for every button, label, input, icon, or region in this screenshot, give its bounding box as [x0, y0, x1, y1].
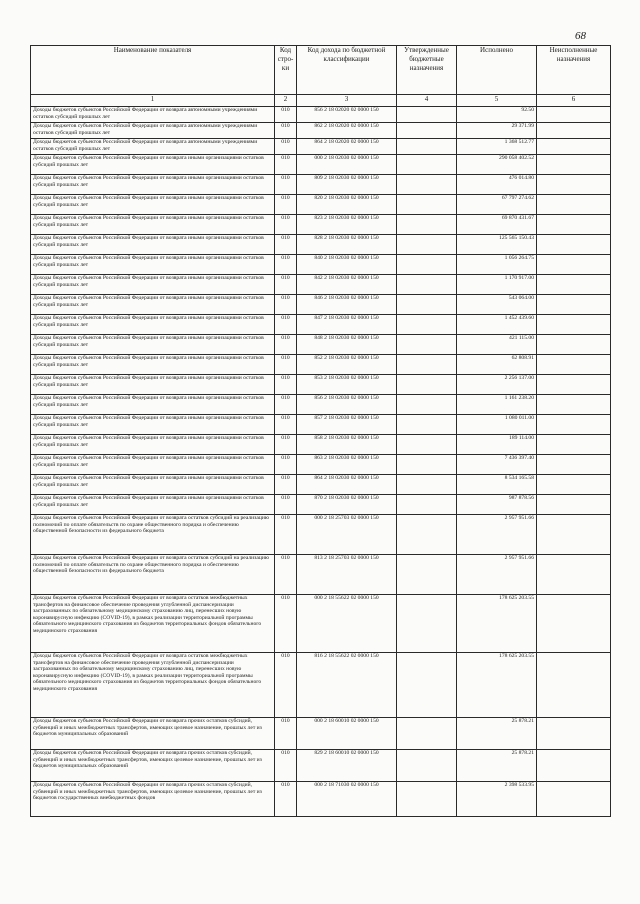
row-name-cell: Доходы бюджетов субъектов Российской Федерации от возврата остатков субсидий на реализацию полномочий по оплате обязательств по охране общественного порядка и обеспечению общественной безопасности из федерального бюджета [31, 515, 275, 555]
unexecuted-cell [537, 275, 611, 295]
row-name-cell: Доходы бюджетов субъектов Российской Федерации от возврата иными организациями остатков субсидий прошлых лет [31, 455, 275, 475]
row-name-cell: Доходы бюджетов субъектов Российской Федерации от возврата прочих остатков субсидий, субвенций и иных межбюджетных трансфертов, имеющих целевое назначение, прошлых лет из бюджетов муниципальных образований [31, 718, 275, 750]
table-row [31, 195, 611, 215]
unexecuted-cell [537, 139, 611, 155]
row-name-cell: Доходы бюджетов субъектов Российской Федерации от возврата иными организациями остатков субсидий прошлых лет [31, 195, 275, 215]
approved-cell [397, 335, 457, 355]
table-row [31, 275, 611, 295]
column-number: 6 [537, 95, 611, 107]
approved-cell [397, 175, 457, 195]
executed-cell: 476 014.80 [457, 175, 537, 195]
row-name-cell: Доходы бюджетов субъектов Российской Федерации от возврата остатков межбюджетных трансфертов на финансовое обеспечение проведения углубленной диспансеризации застрахованных по обязательному медицинскому страхованию лиц, перенесших новую коронавирусную инфекцию (COVID-19), в рамках реализации территориальной программы обязательного медицинского страхования из бюджетов территориальных фондов обязательного медицинского страхования [31, 595, 275, 653]
unexecuted-cell [537, 315, 611, 335]
income-code-cell: 000 2 18 02030 02 0000 150 [297, 155, 397, 175]
row-name-cell: Доходы бюджетов субъектов Российской Федерации от возврата иными организациями остатков субсидий прошлых лет [31, 415, 275, 435]
table-row [31, 782, 611, 817]
table-row [31, 123, 611, 139]
approved-cell [397, 235, 457, 255]
table-row [31, 555, 611, 595]
income-code-cell: 846 2 18 02030 02 0000 150 [297, 295, 397, 315]
executed-cell: 8 534 165.58 [457, 475, 537, 495]
table-row [31, 315, 611, 335]
approved-cell [397, 750, 457, 782]
income-code-cell: 816 2 18 55622 02 0000 150 [297, 653, 397, 718]
income-code-cell: 829 2 18 60010 02 0000 150 [297, 750, 397, 782]
header-row [31, 46, 611, 95]
income-code-cell: 820 2 18 02030 02 0000 150 [297, 195, 397, 215]
header-name: Наименование показателя [31, 46, 275, 95]
unexecuted-cell [537, 295, 611, 315]
row-code-cell: 010 [275, 435, 297, 455]
executed-cell: 1 452 439.60 [457, 315, 537, 335]
table-row [31, 235, 611, 255]
table-row [31, 435, 611, 455]
row-code-cell: 010 [275, 175, 297, 195]
row-code-cell: 010 [275, 235, 297, 255]
row-name-cell: Доходы бюджетов субъектов Российской Федерации от возврата автономными учреждениями остатков субсидий прошлых лет [31, 123, 275, 139]
unexecuted-cell [537, 355, 611, 375]
table-row [31, 495, 611, 515]
income-code-cell: 856 2 18 02030 02 0000 150 [297, 395, 397, 415]
row-code-cell: 010 [275, 107, 297, 123]
column-number-row [31, 95, 611, 107]
row-name-cell: Доходы бюджетов субъектов Российской Федерации от возврата автономными учреждениями остатков субсидий прошлых лет [31, 139, 275, 155]
row-name-cell: Доходы бюджетов субъектов Российской Федерации от возврата иными организациями остатков субсидий прошлых лет [31, 215, 275, 235]
table-row [31, 375, 611, 395]
approved-cell [397, 215, 457, 235]
table-body [31, 107, 611, 817]
row-name-cell: Доходы бюджетов субъектов Российской Федерации от возврата иными организациями остатков субсидий прошлых лет [31, 155, 275, 175]
column-number: 2 [275, 95, 297, 107]
header-row-code: Код стро-ки [275, 46, 297, 95]
income-code-cell: 842 2 18 02030 02 0000 150 [297, 275, 397, 295]
executed-cell: 2 256 137.00 [457, 375, 537, 395]
approved-cell [397, 718, 457, 750]
unexecuted-cell [537, 653, 611, 718]
row-code-cell: 010 [275, 595, 297, 653]
budget-report-table [30, 45, 611, 817]
row-code-cell: 010 [275, 495, 297, 515]
unexecuted-cell [537, 375, 611, 395]
header-approved: Утвержденные бюджетные назначения [397, 46, 457, 95]
unexecuted-cell [537, 123, 611, 139]
executed-cell: 92.50 [457, 107, 537, 123]
executed-cell: 1 368 512.77 [457, 139, 537, 155]
executed-cell: 7 436 397.40 [457, 455, 537, 475]
table-row [31, 295, 611, 315]
table-row [31, 455, 611, 475]
approved-cell [397, 195, 457, 215]
approved-cell [397, 495, 457, 515]
table-row [31, 595, 611, 653]
income-code-cell: 864 2 18 02030 02 0000 150 [297, 475, 397, 495]
row-code-cell: 010 [275, 355, 297, 375]
row-code-cell: 010 [275, 415, 297, 435]
income-code-cell: 858 2 18 02030 02 0000 150 [297, 435, 397, 455]
income-code-cell: 863 2 18 02030 02 0000 150 [297, 455, 397, 475]
executed-cell: 25 878.21 [457, 718, 537, 750]
approved-cell [397, 782, 457, 817]
row-name-cell: Доходы бюджетов субъектов Российской Федерации от возврата иными организациями остатков субсидий прошлых лет [31, 315, 275, 335]
income-code-cell: 000 2 18 71030 02 0000 150 [297, 782, 397, 817]
unexecuted-cell [537, 515, 611, 555]
table-row [31, 215, 611, 235]
row-name-cell: Доходы бюджетов субъектов Российской Федерации от возврата иными организациями остатков субсидий прошлых лет [31, 235, 275, 255]
unexecuted-cell [537, 395, 611, 415]
income-code-cell: 813 2 18 25703 02 0000 150 [297, 555, 397, 595]
table-row [31, 515, 611, 555]
approved-cell [397, 155, 457, 175]
row-name-cell: Доходы бюджетов субъектов Российской Федерации от возврата иными организациями остатков субсидий прошлых лет [31, 295, 275, 315]
unexecuted-cell [537, 555, 611, 595]
approved-cell [397, 595, 457, 653]
row-name-cell: Доходы бюджетов субъектов Российской Федерации от возврата иными организациями остатков субсидий прошлых лет [31, 255, 275, 275]
table-row [31, 718, 611, 750]
approved-cell [397, 355, 457, 375]
row-code-cell: 010 [275, 275, 297, 295]
row-code-cell: 010 [275, 215, 297, 235]
header-income-code: Код дохода по бюджетной классификации [297, 46, 397, 95]
approved-cell [397, 123, 457, 139]
executed-cell: 290 058 402.52 [457, 155, 537, 175]
unexecuted-cell [537, 455, 611, 475]
row-name-cell: Доходы бюджетов субъектов Российской Федерации от возврата иными организациями остатков субсидий прошлых лет [31, 175, 275, 195]
table-row [31, 175, 611, 195]
row-name-cell: Доходы бюджетов субъектов Российской Федерации от возврата остатков субсидий на реализацию полномочий по оплате обязательств по охране общественного порядка и обеспечению общественной безопасности из федерального бюджета [31, 555, 275, 595]
approved-cell [397, 555, 457, 595]
unexecuted-cell [537, 415, 611, 435]
row-name-cell: Доходы бюджетов субъектов Российской Федерации от возврата иными организациями остатков субсидий прошлых лет [31, 475, 275, 495]
table-row [31, 139, 611, 155]
unexecuted-cell [537, 175, 611, 195]
income-code-cell: 864 2 18 02020 02 0000 150 [297, 139, 397, 155]
income-code-cell: 857 2 18 02030 02 0000 150 [297, 415, 397, 435]
row-name-cell: Доходы бюджетов субъектов Российской Федерации от возврата иными организациями остатков субсидий прошлых лет [31, 435, 275, 455]
column-number: 5 [457, 95, 537, 107]
row-code-cell: 010 [275, 155, 297, 175]
approved-cell [397, 455, 457, 475]
row-code-cell: 010 [275, 139, 297, 155]
table-row [31, 355, 611, 375]
executed-cell: 1 161 238.20 [457, 395, 537, 415]
table-row [31, 395, 611, 415]
executed-cell: 2 957 951.66 [457, 515, 537, 555]
table-row [31, 750, 611, 782]
unexecuted-cell [537, 718, 611, 750]
executed-cell: 178 625 203.55 [457, 595, 537, 653]
row-code-cell: 010 [275, 718, 297, 750]
unexecuted-cell [537, 155, 611, 175]
executed-cell: 125 565 150.43 [457, 235, 537, 255]
unexecuted-cell [537, 475, 611, 495]
unexecuted-cell [537, 435, 611, 455]
row-name-cell: Доходы бюджетов субъектов Российской Федерации от возврата иными организациями остатков субсидий прошлых лет [31, 335, 275, 355]
executed-cell: 67 797 274.62 [457, 195, 537, 215]
table-row [31, 155, 611, 175]
row-code-cell: 010 [275, 653, 297, 718]
income-code-cell: 870 2 18 02030 02 0000 150 [297, 495, 397, 515]
executed-cell: 25 878.21 [457, 750, 537, 782]
approved-cell [397, 415, 457, 435]
approved-cell [397, 435, 457, 455]
income-code-cell: 862 2 18 02020 02 0000 150 [297, 123, 397, 139]
header-executed: Исполнено [457, 46, 537, 95]
approved-cell [397, 653, 457, 718]
page-number: 68 [575, 30, 586, 42]
executed-cell: 2 957 951.66 [457, 555, 537, 595]
row-name-cell: Доходы бюджетов субъектов Российской Федерации от возврата иными организациями остатков субсидий прошлых лет [31, 395, 275, 415]
executed-cell: 987 878.56 [457, 495, 537, 515]
income-code-cell: 823 2 18 02030 02 0000 150 [297, 215, 397, 235]
table-row [31, 107, 611, 123]
row-code-cell: 010 [275, 782, 297, 817]
row-code-cell: 010 [275, 750, 297, 782]
unexecuted-cell [537, 195, 611, 215]
income-code-cell: 840 2 18 02030 02 0000 150 [297, 255, 397, 275]
executed-cell: 189 114.00 [457, 435, 537, 455]
executed-cell: 62 808.91 [457, 355, 537, 375]
unexecuted-cell [537, 255, 611, 275]
income-code-cell: 847 2 18 02030 02 0000 150 [297, 315, 397, 335]
row-code-cell: 010 [275, 335, 297, 355]
approved-cell [397, 107, 457, 123]
row-code-cell: 010 [275, 515, 297, 555]
row-code-cell: 010 [275, 395, 297, 415]
row-name-cell: Доходы бюджетов субъектов Российской Федерации от возврата иными организациями остатков субсидий прошлых лет [31, 375, 275, 395]
approved-cell [397, 515, 457, 555]
row-code-cell: 010 [275, 123, 297, 139]
row-code-cell: 010 [275, 555, 297, 595]
header-unexecuted: Неисполненные назначения [537, 46, 611, 95]
income-code-cell: 852 2 18 02030 02 0000 150 [297, 355, 397, 375]
row-code-cell: 010 [275, 195, 297, 215]
table-row [31, 653, 611, 718]
table-row [31, 475, 611, 495]
approved-cell [397, 375, 457, 395]
unexecuted-cell [537, 335, 611, 355]
executed-cell: 1 080 011.00 [457, 415, 537, 435]
executed-cell: 1 170 917.00 [457, 275, 537, 295]
approved-cell [397, 295, 457, 315]
income-code-cell: 856 2 18 02020 02 0000 150 [297, 107, 397, 123]
row-name-cell: Доходы бюджетов субъектов Российской Федерации от возврата иными организациями остатков субсидий прошлых лет [31, 495, 275, 515]
unexecuted-cell [537, 750, 611, 782]
unexecuted-cell [537, 235, 611, 255]
executed-cell: 178 625 203.55 [457, 653, 537, 718]
executed-cell: 2 398 533.95 [457, 782, 537, 817]
column-number: 1 [31, 95, 275, 107]
approved-cell [397, 275, 457, 295]
income-code-cell: 853 2 18 02030 02 0000 150 [297, 375, 397, 395]
income-code-cell: 809 2 18 02030 02 0000 150 [297, 175, 397, 195]
income-code-cell: 000 2 18 25703 02 0000 150 [297, 515, 397, 555]
unexecuted-cell [537, 215, 611, 235]
row-name-cell: Доходы бюджетов субъектов Российской Федерации от возврата автономными учреждениями остатков субсидий прошлых лет [31, 107, 275, 123]
unexecuted-cell [537, 595, 611, 653]
executed-cell: 1 056 264.75 [457, 255, 537, 275]
table-row [31, 335, 611, 355]
approved-cell [397, 139, 457, 155]
row-name-cell: Доходы бюджетов субъектов Российской Федерации от возврата иными организациями остатков субсидий прошлых лет [31, 275, 275, 295]
approved-cell [397, 255, 457, 275]
executed-cell: 29 371.99 [457, 123, 537, 139]
row-code-cell: 010 [275, 455, 297, 475]
unexecuted-cell [537, 107, 611, 123]
row-name-cell: Доходы бюджетов субъектов Российской Федерации от возврата прочих остатков субсидий, субвенций и иных межбюджетных трансфертов, имеющих целевое назначение, прошлых лет из бюджетов государственных внебюджетных фондов [31, 782, 275, 817]
row-code-cell: 010 [275, 255, 297, 275]
approved-cell [397, 395, 457, 415]
column-number: 4 [397, 95, 457, 107]
executed-cell: 543 064.00 [457, 295, 537, 315]
row-name-cell: Доходы бюджетов субъектов Российской Федерации от возврата прочих остатков субсидий, субвенций и иных межбюджетных трансфертов, имеющих целевое назначение, прошлых лет из бюджетов муниципальных образований [31, 750, 275, 782]
row-name-cell: Доходы бюджетов субъектов Российской Федерации от возврата остатков межбюджетных трансфертов на финансовое обеспечение проведения углубленной диспансеризации застрахованных по обязательному медицинскому страхованию лиц, перенесших новую коронавирусную инфекцию (COVID-19), в рамках реализации территориальной программы обязательного медицинского страхования из бюджетов территориальных фондов обязательного медицинского страхования [31, 653, 275, 718]
approved-cell [397, 315, 457, 335]
income-code-cell: 000 2 18 55622 02 0000 150 [297, 595, 397, 653]
row-code-cell: 010 [275, 475, 297, 495]
unexecuted-cell [537, 782, 611, 817]
income-code-cell: 848 2 18 02030 02 0000 150 [297, 335, 397, 355]
row-code-cell: 010 [275, 375, 297, 395]
row-code-cell: 010 [275, 295, 297, 315]
row-name-cell: Доходы бюджетов субъектов Российской Федерации от возврата иными организациями остатков субсидий прошлых лет [31, 355, 275, 375]
executed-cell: 421 115.00 [457, 335, 537, 355]
table-row [31, 255, 611, 275]
approved-cell [397, 475, 457, 495]
income-code-cell: 828 2 18 02030 02 0000 150 [297, 235, 397, 255]
column-number: 3 [297, 95, 397, 107]
table-row [31, 415, 611, 435]
row-code-cell: 010 [275, 315, 297, 335]
executed-cell: 69 870 431.67 [457, 215, 537, 235]
unexecuted-cell [537, 495, 611, 515]
income-code-cell: 000 2 18 60010 02 0000 150 [297, 718, 397, 750]
